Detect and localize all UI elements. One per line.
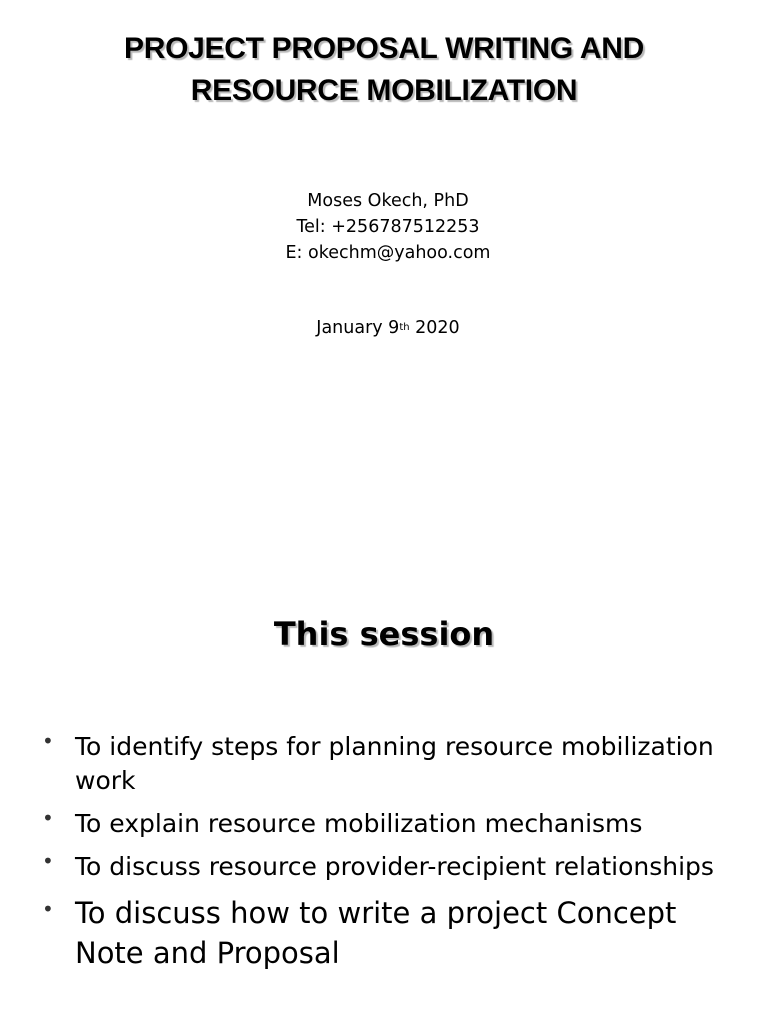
date-year: 2020	[409, 318, 460, 338]
objective-text: To discuss how to write a project Concept Note and Proposal	[75, 896, 677, 970]
date-month-day: January 9	[316, 318, 400, 338]
author-email: E: okechm@yahoo.com	[285, 243, 491, 263]
objective-text: To discuss resource provider-recipient relationships	[75, 852, 714, 881]
bullet-icon: •	[42, 849, 54, 873]
author-telephone: Tel: +256787512253	[296, 217, 480, 237]
objective-item	[42, 807, 742, 841]
title-line-2: RESOURCE MOBILIZATION	[190, 74, 578, 107]
presentation-date	[0, 315, 768, 341]
session-objectives-list	[42, 730, 742, 973]
session-title: This session	[273, 615, 495, 653]
objective-text: To identify steps for planning resource mobilization work	[75, 732, 714, 795]
objective-item	[42, 850, 742, 884]
date-ordinal-suffix: th	[399, 322, 410, 333]
objective-item	[42, 730, 742, 798]
session-slide	[0, 590, 768, 1024]
bullet-icon: •	[42, 729, 54, 753]
bullet-icon: •	[42, 897, 54, 921]
objective-item	[42, 893, 742, 973]
title-line-1: PROJECT PROPOSAL WRITING AND	[124, 32, 644, 65]
author-contact-block	[0, 188, 768, 266]
presentation-title	[0, 28, 768, 112]
bullet-icon: •	[42, 806, 54, 830]
objective-text: To explain resource mobilization mechanisms	[75, 809, 643, 838]
author-name: Moses Okech, PhD	[307, 191, 469, 211]
